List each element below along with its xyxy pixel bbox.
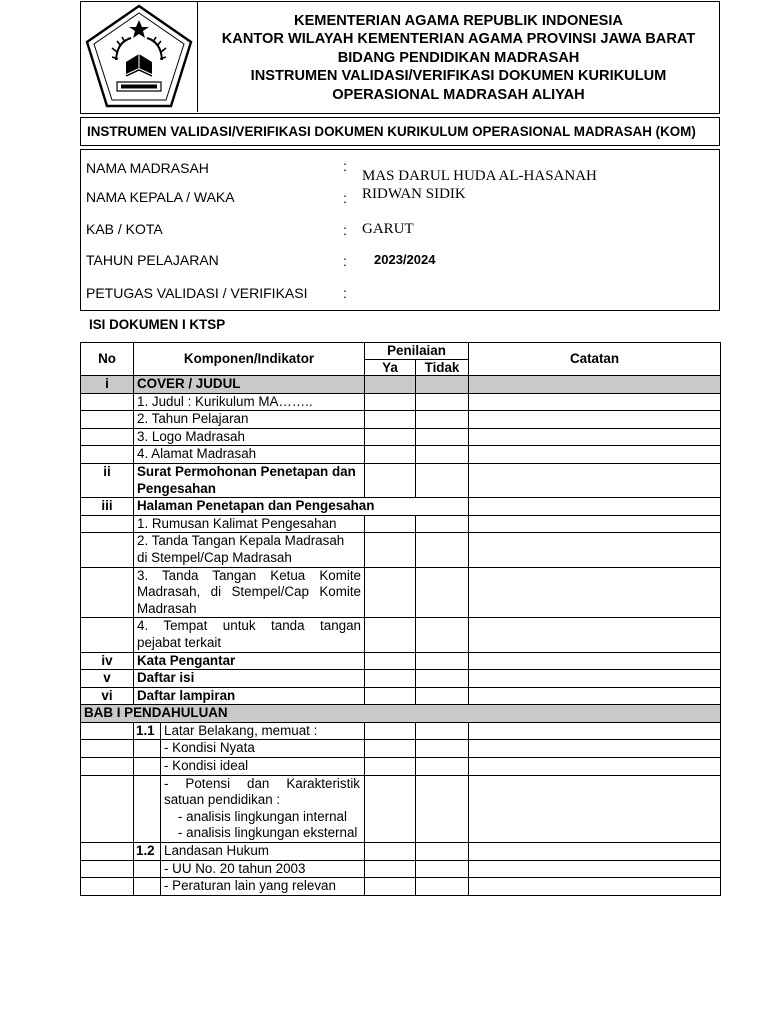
catatan-cell[interactable] [469,618,721,652]
row-number: ii [81,463,134,497]
tidak-cell[interactable] [416,758,469,776]
catatan-cell[interactable] [469,393,721,411]
row-number: v [81,670,134,688]
madrasah-colon: : [343,158,347,174]
row-number [81,722,134,740]
row-number: iv [81,652,134,670]
row-number [81,428,134,446]
catatan-cell[interactable] [469,515,721,533]
tidak-cell[interactable] [416,740,469,758]
tidak-cell[interactable] [416,843,469,861]
catatan-cell[interactable] [469,843,721,861]
tidak-cell[interactable] [416,446,469,464]
row-label: Landasan Hukum [161,843,365,861]
row-label: Daftar isi [134,670,365,688]
tahun-colon: : [343,253,347,269]
subsection-number [134,740,161,758]
table-row [81,393,721,411]
tidak-cell[interactable] [416,687,469,705]
table-row [81,740,721,758]
table-row [81,878,721,896]
row-label: COVER / JUDUL [134,376,365,394]
ya-cell[interactable] [365,533,416,567]
row-label: - Peraturan lain yang relevan [161,878,365,896]
catatan-cell[interactable] [469,446,721,464]
tidak-cell[interactable] [416,393,469,411]
catatan-cell[interactable] [469,860,721,878]
kepala-colon: : [343,190,347,206]
ya-cell[interactable] [365,670,416,688]
catatan-cell[interactable] [469,740,721,758]
ya-cell[interactable] [365,878,416,896]
analisis-internal: - analisis lingkungan internal [178,808,347,824]
catatan-cell[interactable] [469,652,721,670]
table-row [81,775,721,842]
document-header [80,1,720,114]
catatan-cell[interactable] [469,411,721,429]
table-row [81,758,721,776]
header-penilaian: Penilaian [365,343,469,360]
subsection-number [134,758,161,776]
row-label: 4. Tempat untuk tanda tangan pejabat terkait [134,618,365,652]
header-line-1: KEMENTERIAN AGAMA REPUBLIK INDONESIA [294,12,623,29]
catatan-cell[interactable] [469,878,721,896]
catatan-cell[interactable] [469,758,721,776]
ya-cell[interactable] [365,567,416,618]
ya-cell[interactable] [365,722,416,740]
row-number [81,618,134,652]
tidak-cell[interactable] [416,515,469,533]
section-title: ISI DOKUMEN I KTSP [89,317,226,332]
table-row [81,428,721,446]
catatan-cell[interactable] [469,376,721,394]
row-number [81,860,134,878]
row-label: Halaman Penetapan dan Pengesahan [134,498,469,516]
row-number [81,758,134,776]
ya-cell[interactable] [365,652,416,670]
table-row [81,411,721,429]
row-number [81,515,134,533]
row-label: 3. Tanda Tangan Ketua Komite Madrasah, di Stempel/Cap Komite Madrasah [134,567,365,618]
kepala-label: NAMA KEPALA / WAKA [86,189,235,205]
header-line-2: KANTOR WILAYAH KEMENTERIAN AGAMA PROVINSI JAWA BARAT [221,31,696,48]
tidak-cell[interactable] [416,428,469,446]
row-number [81,567,134,618]
tidak-cell[interactable] [416,463,469,497]
ya-cell[interactable] [365,618,416,652]
kab-colon: : [343,222,347,238]
madrasah-label: NAMA MADRASAH [86,160,209,176]
table-row [81,722,721,740]
table-row [81,515,721,533]
row-label: 3. Logo Madrasah [134,428,365,446]
catatan-cell[interactable] [469,567,721,618]
table-row [81,652,721,670]
row-number [81,740,134,758]
header-catatan: Catatan [469,343,721,376]
row-number: vi [81,687,134,705]
ya-cell[interactable] [365,860,416,878]
subsection-number: 1.2 [134,843,161,861]
petugas-colon: : [343,285,347,301]
tidak-cell[interactable] [416,376,469,394]
tahun-label: TAHUN PELAJARAN [86,252,219,268]
ya-cell[interactable] [365,687,416,705]
catatan-cell[interactable] [469,428,721,446]
header-komponen: Komponen/Indikator [134,343,365,376]
row-number [81,411,134,429]
row-label: 1. Rumusan Kalimat Pengesahan [134,515,365,533]
subsection-number [134,878,161,896]
row-label [161,775,365,842]
logo-cell [81,2,198,112]
header-no: No [81,343,134,376]
row-label: Surat Permohonan Penetapan dan Pengesahan [134,463,365,497]
tidak-cell[interactable] [416,533,469,567]
row-number [81,775,134,842]
table-row [81,618,721,652]
tidak-cell[interactable] [416,670,469,688]
table-row [81,670,721,688]
ya-cell[interactable] [365,843,416,861]
kab-value: GARUT [362,221,414,237]
row-number [81,446,134,464]
row-label: - Kondisi ideal [161,758,365,776]
table-row [81,498,721,516]
tidak-cell[interactable] [416,411,469,429]
table-row [81,446,721,464]
ya-cell[interactable] [365,428,416,446]
table-row [81,687,721,705]
row-label: 2. Tahun Pelajaran [134,411,365,429]
ya-cell[interactable] [365,376,416,394]
kementerian-agama-logo-icon [81,2,198,112]
catatan-cell[interactable] [469,533,721,567]
row-label: 1. Judul : Kurikulum MA…….. [134,393,365,411]
potensi-label: - Potensi dan Karakteristik satuan pendidikan : [164,775,360,808]
catatan-cell[interactable] [469,498,721,516]
row-number [81,533,134,567]
tidak-cell[interactable] [416,618,469,652]
row-number: iii [81,498,134,516]
table-row [81,860,721,878]
tidak-cell[interactable] [416,775,469,842]
ya-cell[interactable] [365,758,416,776]
subsection-number: 1.1 [134,722,161,740]
ya-cell[interactable] [365,775,416,842]
subsection-number [134,775,161,842]
tidak-cell[interactable] [416,860,469,878]
table-header-row [81,343,721,360]
table-row [81,843,721,861]
header-line-3: BIDANG PENDIDIKAN MADRASAH [337,49,580,66]
ktsp-checklist-table [80,342,721,896]
catatan-cell[interactable] [469,670,721,688]
tidak-cell[interactable] [416,878,469,896]
row-number [81,843,134,861]
header-tidak: Tidak [416,360,469,376]
row-number [81,393,134,411]
document-subtitle: INSTRUMEN VALIDASI/VERIFIKASI DOKUMEN KURIKULUM OPERASIONAL MADRASAH (KOM) [80,117,720,146]
row-label: - Kondisi Nyata [161,740,365,758]
table-row [81,533,721,567]
table-row [81,705,721,723]
kab-label: KAB / KOTA [86,221,163,237]
tidak-cell[interactable] [416,652,469,670]
catatan-cell[interactable] [469,463,721,497]
subsection-number [134,860,161,878]
catatan-cell[interactable] [469,775,721,842]
tahun-value: 2023/2024 [374,252,436,267]
ya-cell[interactable] [365,515,416,533]
row-number: i [81,376,134,394]
tidak-cell[interactable] [416,722,469,740]
petugas-label: PETUGAS VALIDASI / VERIFIKASI [86,285,308,301]
row-number [81,878,134,896]
ya-cell[interactable] [365,463,416,497]
analisis-eksternal: - analisis lingkungan eksternal [178,825,358,841]
row-label: Kata Pengantar [134,652,365,670]
kepala-value: RIDWAN SIDIK [362,186,466,202]
row-label: Daftar lampiran [134,687,365,705]
table-row [81,567,721,618]
header-ya: Ya [365,360,416,376]
header-line-5: OPERASIONAL MADRASAH ALIYAH [332,86,585,103]
chapter-heading: BAB I PENDAHULUAN [81,705,721,723]
row-label: 4. Alamat Madrasah [134,446,365,464]
ya-cell[interactable] [365,393,416,411]
header-line-4: INSTRUMEN VALIDASI/VERIFIKASI DOKUMEN KURIKULUM [250,68,667,85]
row-label: - UU No. 20 tahun 2003 [161,860,365,878]
tidak-cell[interactable] [416,567,469,618]
header-title-block [198,2,719,112]
ya-cell[interactable] [365,740,416,758]
table-row [81,463,721,497]
row-label: 2. Tanda Tangan Kepala Madrasah di Stempel/Cap Madrasah [134,533,365,567]
catatan-cell[interactable] [469,722,721,740]
identity-info-box [80,149,720,311]
table-row [81,376,721,394]
row-label: Latar Belakang, memuat : [161,722,365,740]
madrasah-value: MAS DARUL HUDA AL-HASANAH [362,168,597,184]
catatan-cell[interactable] [469,687,721,705]
ya-cell[interactable] [365,446,416,464]
ya-cell[interactable] [365,411,416,429]
